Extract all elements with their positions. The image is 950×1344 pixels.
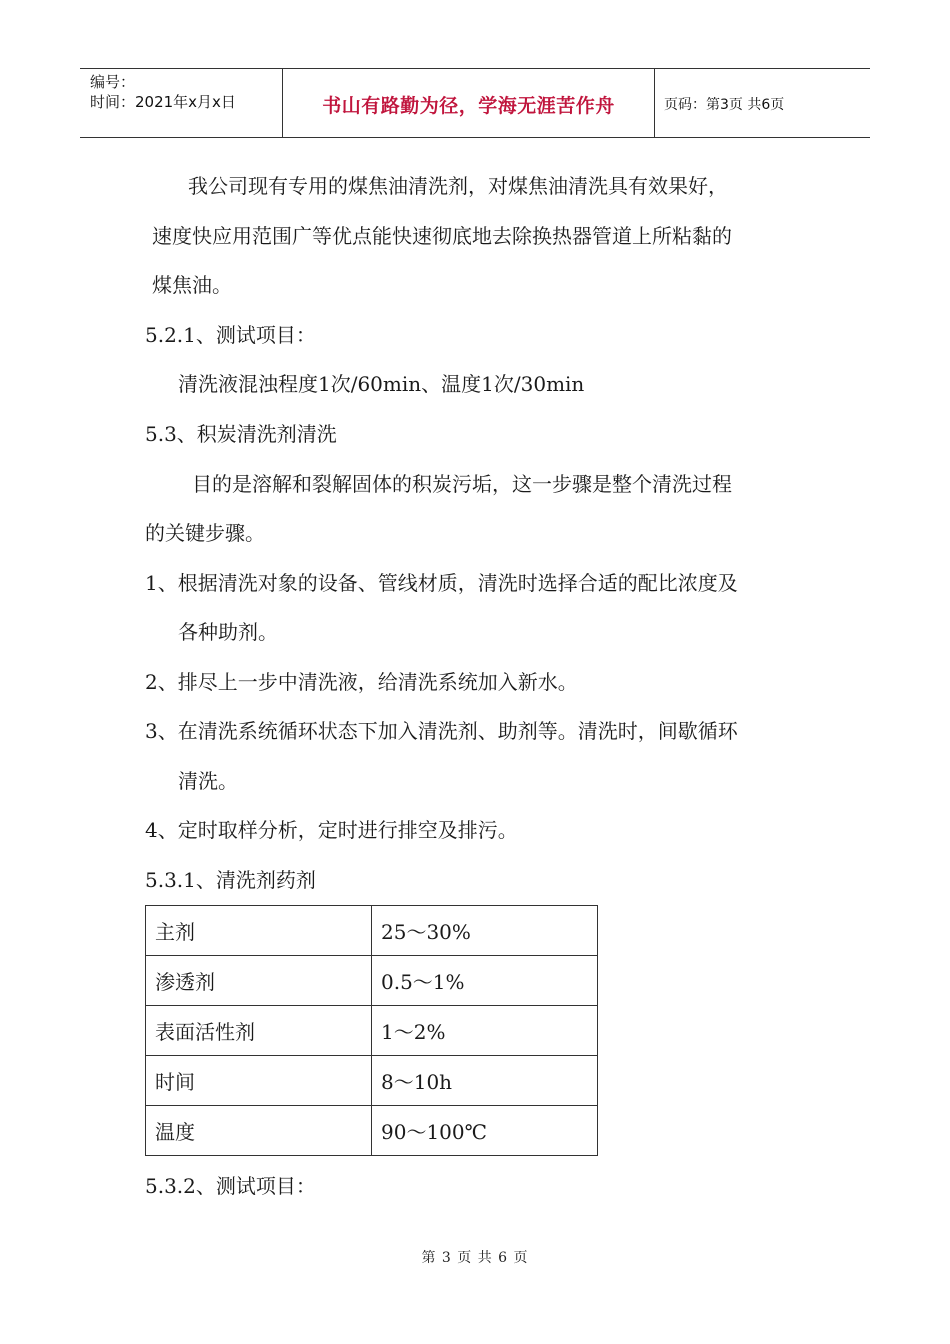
table-cell-value: 8～10h (372, 1056, 598, 1106)
table-cell-value: 25～30% (372, 906, 598, 956)
list-item: 2、排尽上一步中清洗液，给清洗系统加入新水。 (145, 670, 578, 694)
table-cell-label: 主剂 (146, 906, 372, 956)
table-cell-value: 0.5～1% (372, 956, 598, 1006)
table-cell-label: 表面活性剂 (146, 1006, 372, 1056)
table-cell-value: 90～100℃ (372, 1106, 598, 1156)
table-row (146, 1006, 598, 1056)
table-row (146, 1056, 598, 1106)
page-header (80, 68, 870, 138)
list-item: 3、在清洗系统循环状态下加入清洗剂、助剂等。清洗时，间歇循环 (145, 719, 738, 743)
list-item-continuation: 清洗。 (178, 769, 238, 793)
paragraph-line: 清洗液混浊程度1次/60min、温度1次/30min (178, 372, 585, 396)
table-cell-label: 渗透剂 (146, 956, 372, 1006)
document-number-label: 编号： (90, 73, 136, 91)
header-motto: 书山有路勤为径，学海无涯苦作舟 (322, 95, 615, 117)
section-heading: 5.3.2、测试项目： (145, 1174, 316, 1198)
header-meta (90, 72, 280, 112)
list-item: 1、根据清洗对象的设备、管线材质，清洗时选择合适的配比浓度及 (145, 571, 738, 595)
table-row (146, 1106, 598, 1156)
table-row (146, 956, 598, 1006)
header-divider (654, 69, 655, 137)
paragraph-line: 速度快应用范围广等优点能快速彻底地去除换热器管道上所粘黏的 (152, 224, 732, 248)
table-cell-value: 1～2% (372, 1006, 598, 1056)
paragraph-line: 我公司现有专用的煤焦油清洗剂，对煤焦油清洗具有效果好， (188, 174, 728, 198)
section-heading: 5.3、积炭清洗剂清洗 (145, 422, 337, 446)
table-cell-label: 时间 (146, 1056, 372, 1106)
page-footer: 第 3 页 共 6 页 (421, 1250, 529, 1266)
table-row (146, 906, 598, 956)
cleaning-agent-table (145, 905, 598, 1156)
section-heading: 5.3.1、清洗剂药剂 (145, 868, 316, 892)
table-cell-label: 温度 (146, 1106, 372, 1156)
section-heading: 5.2.1、测试项目： (145, 323, 316, 347)
header-page-info: 页码：第3页 共6页 (664, 97, 785, 113)
document-date: 时间：2021年x月x日 (90, 93, 236, 111)
paragraph-line: 目的是溶解和裂解固体的积炭污垢，这一步骤是整个清洗过程 (192, 472, 732, 496)
list-item-continuation: 各种助剂。 (178, 620, 278, 644)
paragraph-line: 煤焦油。 (152, 273, 232, 297)
list-item: 4、定时取样分析，定时进行排空及排污。 (145, 818, 518, 842)
paragraph-line: 的关键步骤。 (145, 521, 265, 545)
